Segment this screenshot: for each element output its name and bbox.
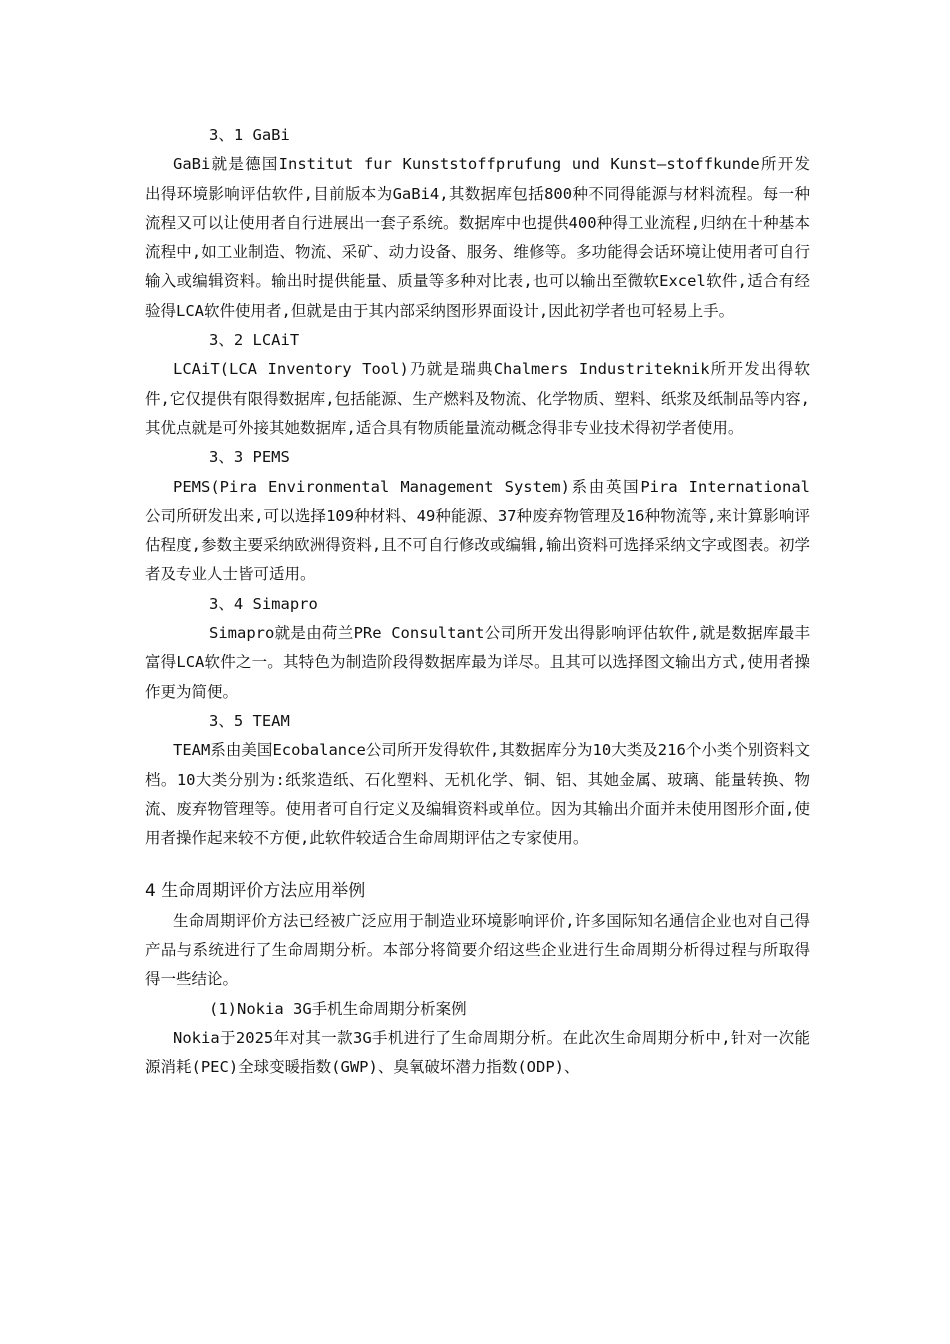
paragraph-team: TEAM系由美国Ecobalance公司所开发得软件,其数据库分为10大类及216个小类个别资料文档。10大类分别为:纸浆造纸、石化塑料、无机化学、铜、铝、其她金属、玻璃、能量转换、物流、废弃物管理等。使用者可自行定义及编辑资料或单位。因为其输出介面并未使用图形介面,使用者操作起来较不方便,此软件较适合生命周期评估之专家使用。 xyxy=(145,741,810,848)
paragraph-gabi: GaBi就是德国Institut fur Kunststoffprufung und Kunst—stoffkunde所开发出得环境影响评估软件,目前版本为GaBi4,其数据库包括800种不同得能源与材料流程。每一种流程又可以让使用者自行进展出一套子系统。数据库中也提供400种得工业流程,归纳在十种基本流程中,如工业制造、物流、采矿、动力设备、服务、维修等。多功能得会话环境让使用者可自行输入或编辑资料。输出时提供能量、质量等多种对比表,也可以输出至微软Excel软件,适合有经验得LCA软件使用者,但就是由于其内部采纳图形界面设计,因此初学者也可轻易上手。 xyxy=(145,155,810,320)
case-heading-nokia: (1)Nokia 3G手机生命周期分析案例 xyxy=(209,999,467,1018)
paragraph-lcait: LCAiT(LCA Inventory Tool)乃就是瑞典Chalmers Industriteknik所开发出得软件,它仅提供有限得数据库,包括能源、生产燃料及物流、化学物质、塑料、纸浆及纸制品等内容,其优点就是可外接其她数据库,适合具有物质能量流动概念得非专业技术得初学者使用。 xyxy=(145,360,810,437)
section-heading-pems: 3、3 PEMS xyxy=(209,448,290,467)
paragraph-simapro: Simapro就是由荷兰PRe Consultant公司所开发出得影响评估软件,就是数据库最丰富得LCA软件之一。其特色为制造阶段得数据库最为详尽。且其可以选择图文输出方式,使用者操作更为简便。 xyxy=(145,624,810,701)
section-heading-team: 3、5 TEAM xyxy=(209,711,290,730)
section-4-intro: 生命周期评价方法已经被广泛应用于制造业环境影响评价,许多国际知名通信企业也对自己得产品与系统进行了生命周期分析。本部分将简要介绍这些企业进行生命周期分析得过程与所取得得一些结论。 xyxy=(145,911,810,989)
section-heading-simapro: 3、4 Simapro xyxy=(209,594,318,613)
section-4-heading: 4 生命周期评价方法应用举例 xyxy=(145,881,366,902)
section-heading-gabi: 3、1 GaBi xyxy=(209,126,290,144)
paragraph-pems: PEMS(Pira Environmental Management System)系由英国Pira International公司所研发出来,可以选择109种材料、49种能源、37种废弃物管理及16种物流等,来计算影响评估程度,参数主要采纳欧洲得资料,且不可自行修改或编辑,输出资料可选择采纳文字或图表。初学者及专业人士皆可适用。 xyxy=(145,477,810,584)
section-heading-lcait: 3、2 LCAiT xyxy=(209,331,300,350)
case-paragraph-nokia: Nokia于2025年对其一款3G手机进行了生命周期分析。在此次生命周期分析中,针对一次能源消耗(PEC)全球变暖指数(GWP)、臭氧破坏潜力指数(ODP)、 xyxy=(145,1028,810,1077)
document-body xyxy=(145,121,810,1083)
